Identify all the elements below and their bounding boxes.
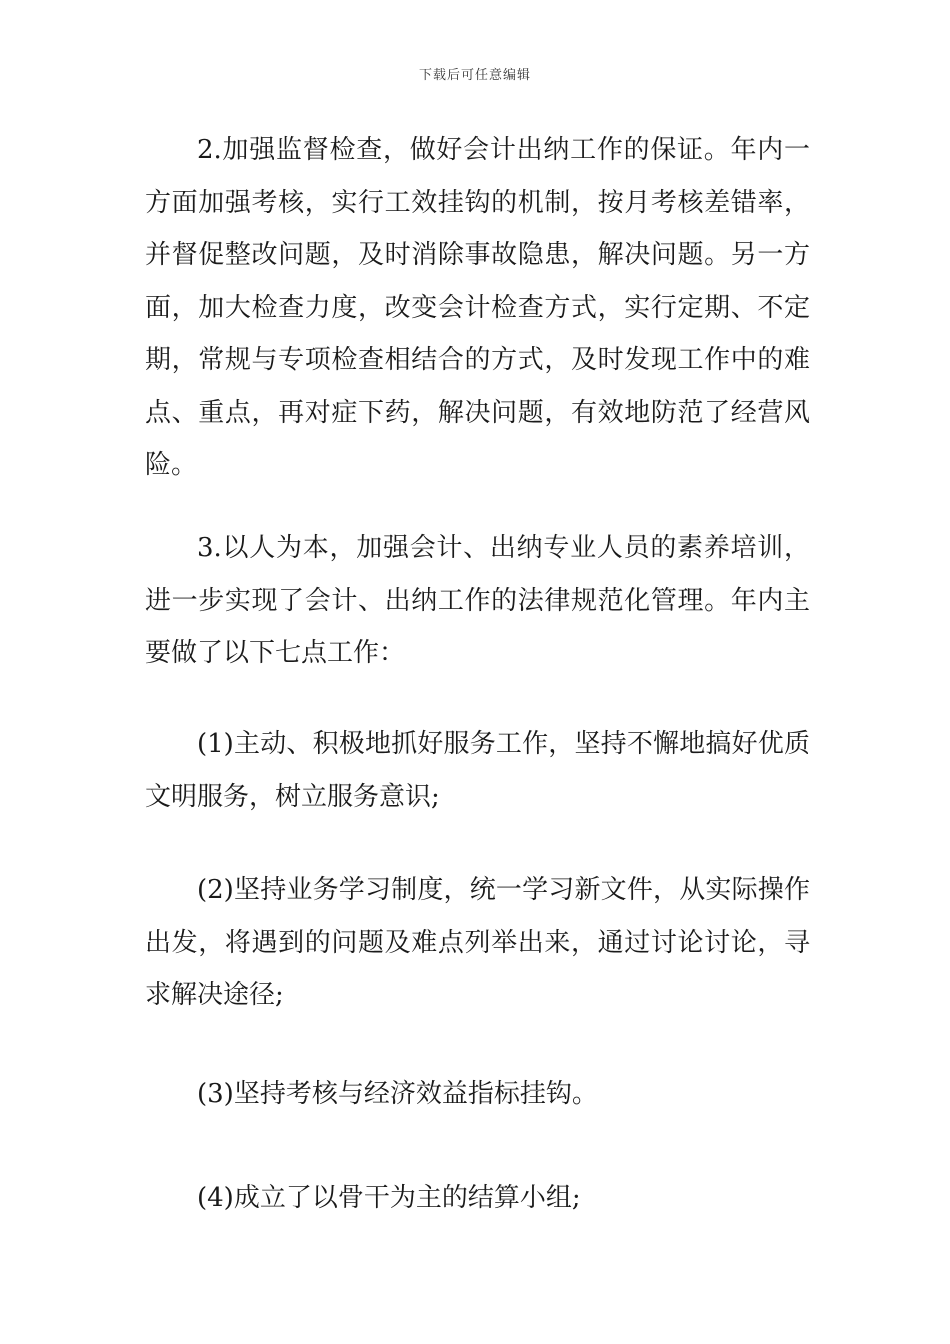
paragraph-supervision: 2.加强监督检查，做好会计出纳工作的保证。年内一方面加强考核，实行工效挂钩的机制，按月考核差错率，并督促整改问题，及时消除事故隐患，解决问题。另一方面，加大检查力度，改变会计检查方式，实行定期、不定期，常规与专项检查相结合的方式，及时发现工作中的难点、重点，再对症下药，解决问题，有效地防范了经营风险。 xyxy=(145,135,810,480)
list-item-service: (1)主动、积极地抓好服务工作，坚持不懈地搞好优质文明服务，树立服务意识; xyxy=(145,729,810,812)
list-item-study: (2)坚持业务学习制度，统一学习新文件，从实际操作出发，将遇到的问题及难点列举出来，通过讨论讨论，寻求解决途径; xyxy=(145,875,810,1010)
paragraph-training: 3.以人为本，加强会计、出纳专业人员的素养培训，进一步实现了会计、出纳工作的法律规范化管理。年内主要做了以下七点工作： xyxy=(145,533,810,668)
list-item-settlement-group: (4)成立了以骨干为主的结算小组; xyxy=(197,1183,581,1213)
page-header: 下载后可任意编辑 xyxy=(418,68,531,83)
list-item-assessment: (3)坚持考核与经济效益指标挂钩。 xyxy=(197,1079,598,1109)
